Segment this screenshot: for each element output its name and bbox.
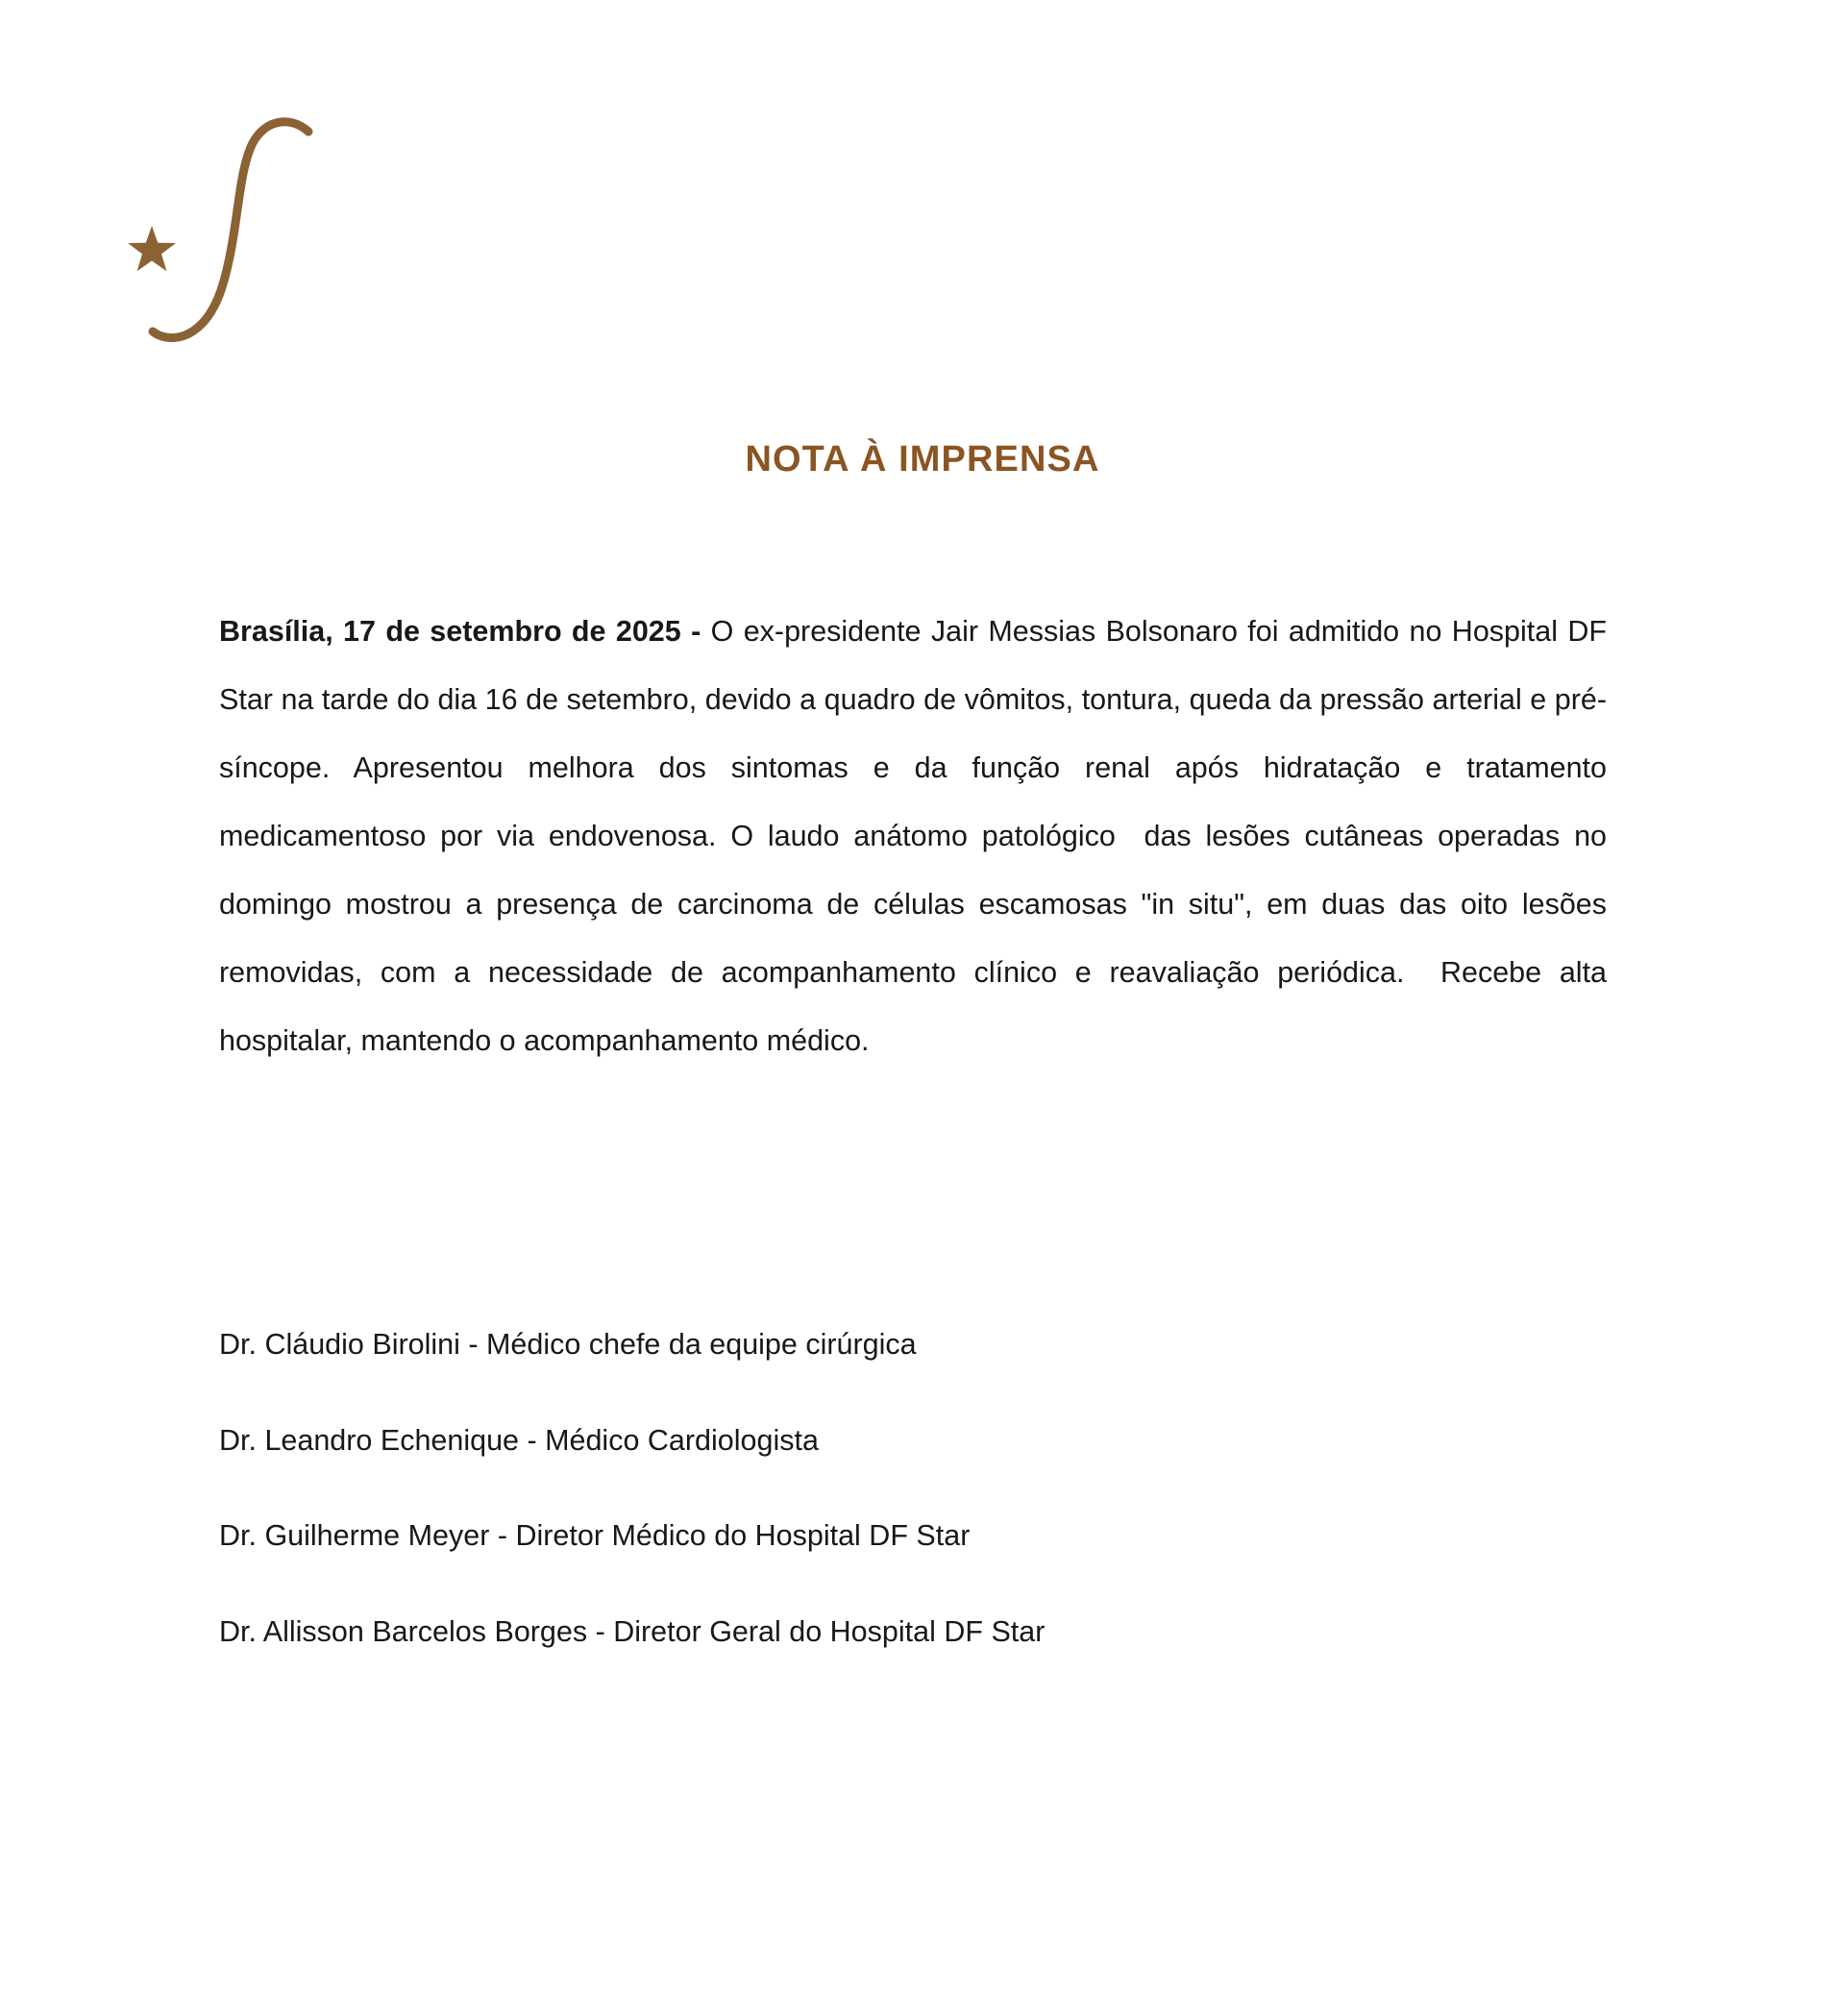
signature-line: Dr. Leandro Echenique - Médico Cardiologista (219, 1423, 819, 1457)
star-icon (128, 226, 176, 271)
dateline: Brasília, 17 de setembro de 2025 - (219, 615, 711, 648)
signature-line: Dr. Guilherme Meyer - Diretor Médico do Hospital DF Star (219, 1519, 971, 1552)
body-section (219, 598, 1615, 1075)
integral-swoosh-icon (153, 122, 308, 338)
page-title: NOTA À IMPRENSA (745, 439, 1100, 480)
body-text: O ex-presidente Jair Messias Bolsonaro foi admitido no Hospital DF Star na tarde do dia 16 de setembro, devido a quadro de vômitos, tontura, queda da pressão arterial e pré-síncope. Apresentou melhora dos sintomas e da função renal após hidratação e tratamento medicamentoso por via endovenosa. O laudo anátomo patológico das lesões cutâneas operadas no domingo mostrou a presença de carcinoma de células escamosas "in situ", em duas das oito lesões removidas, com a necessidade de acompanhamento clínico e reavaliação periódica. Recebe alta hospitalar, mantendo o acompanhamento médico. (219, 615, 1615, 1057)
hospital-logo (120, 101, 341, 370)
signature-list (219, 1330, 1607, 1646)
signature-line: Dr. Cláudio Birolini - Médico chefe da equipe cirúrgica (219, 1328, 917, 1361)
press-release-paragraph (219, 598, 1615, 1075)
signature-line: Dr. Allisson Barcelos Borges - Diretor Geral do Hospital DF Star (219, 1614, 1046, 1648)
